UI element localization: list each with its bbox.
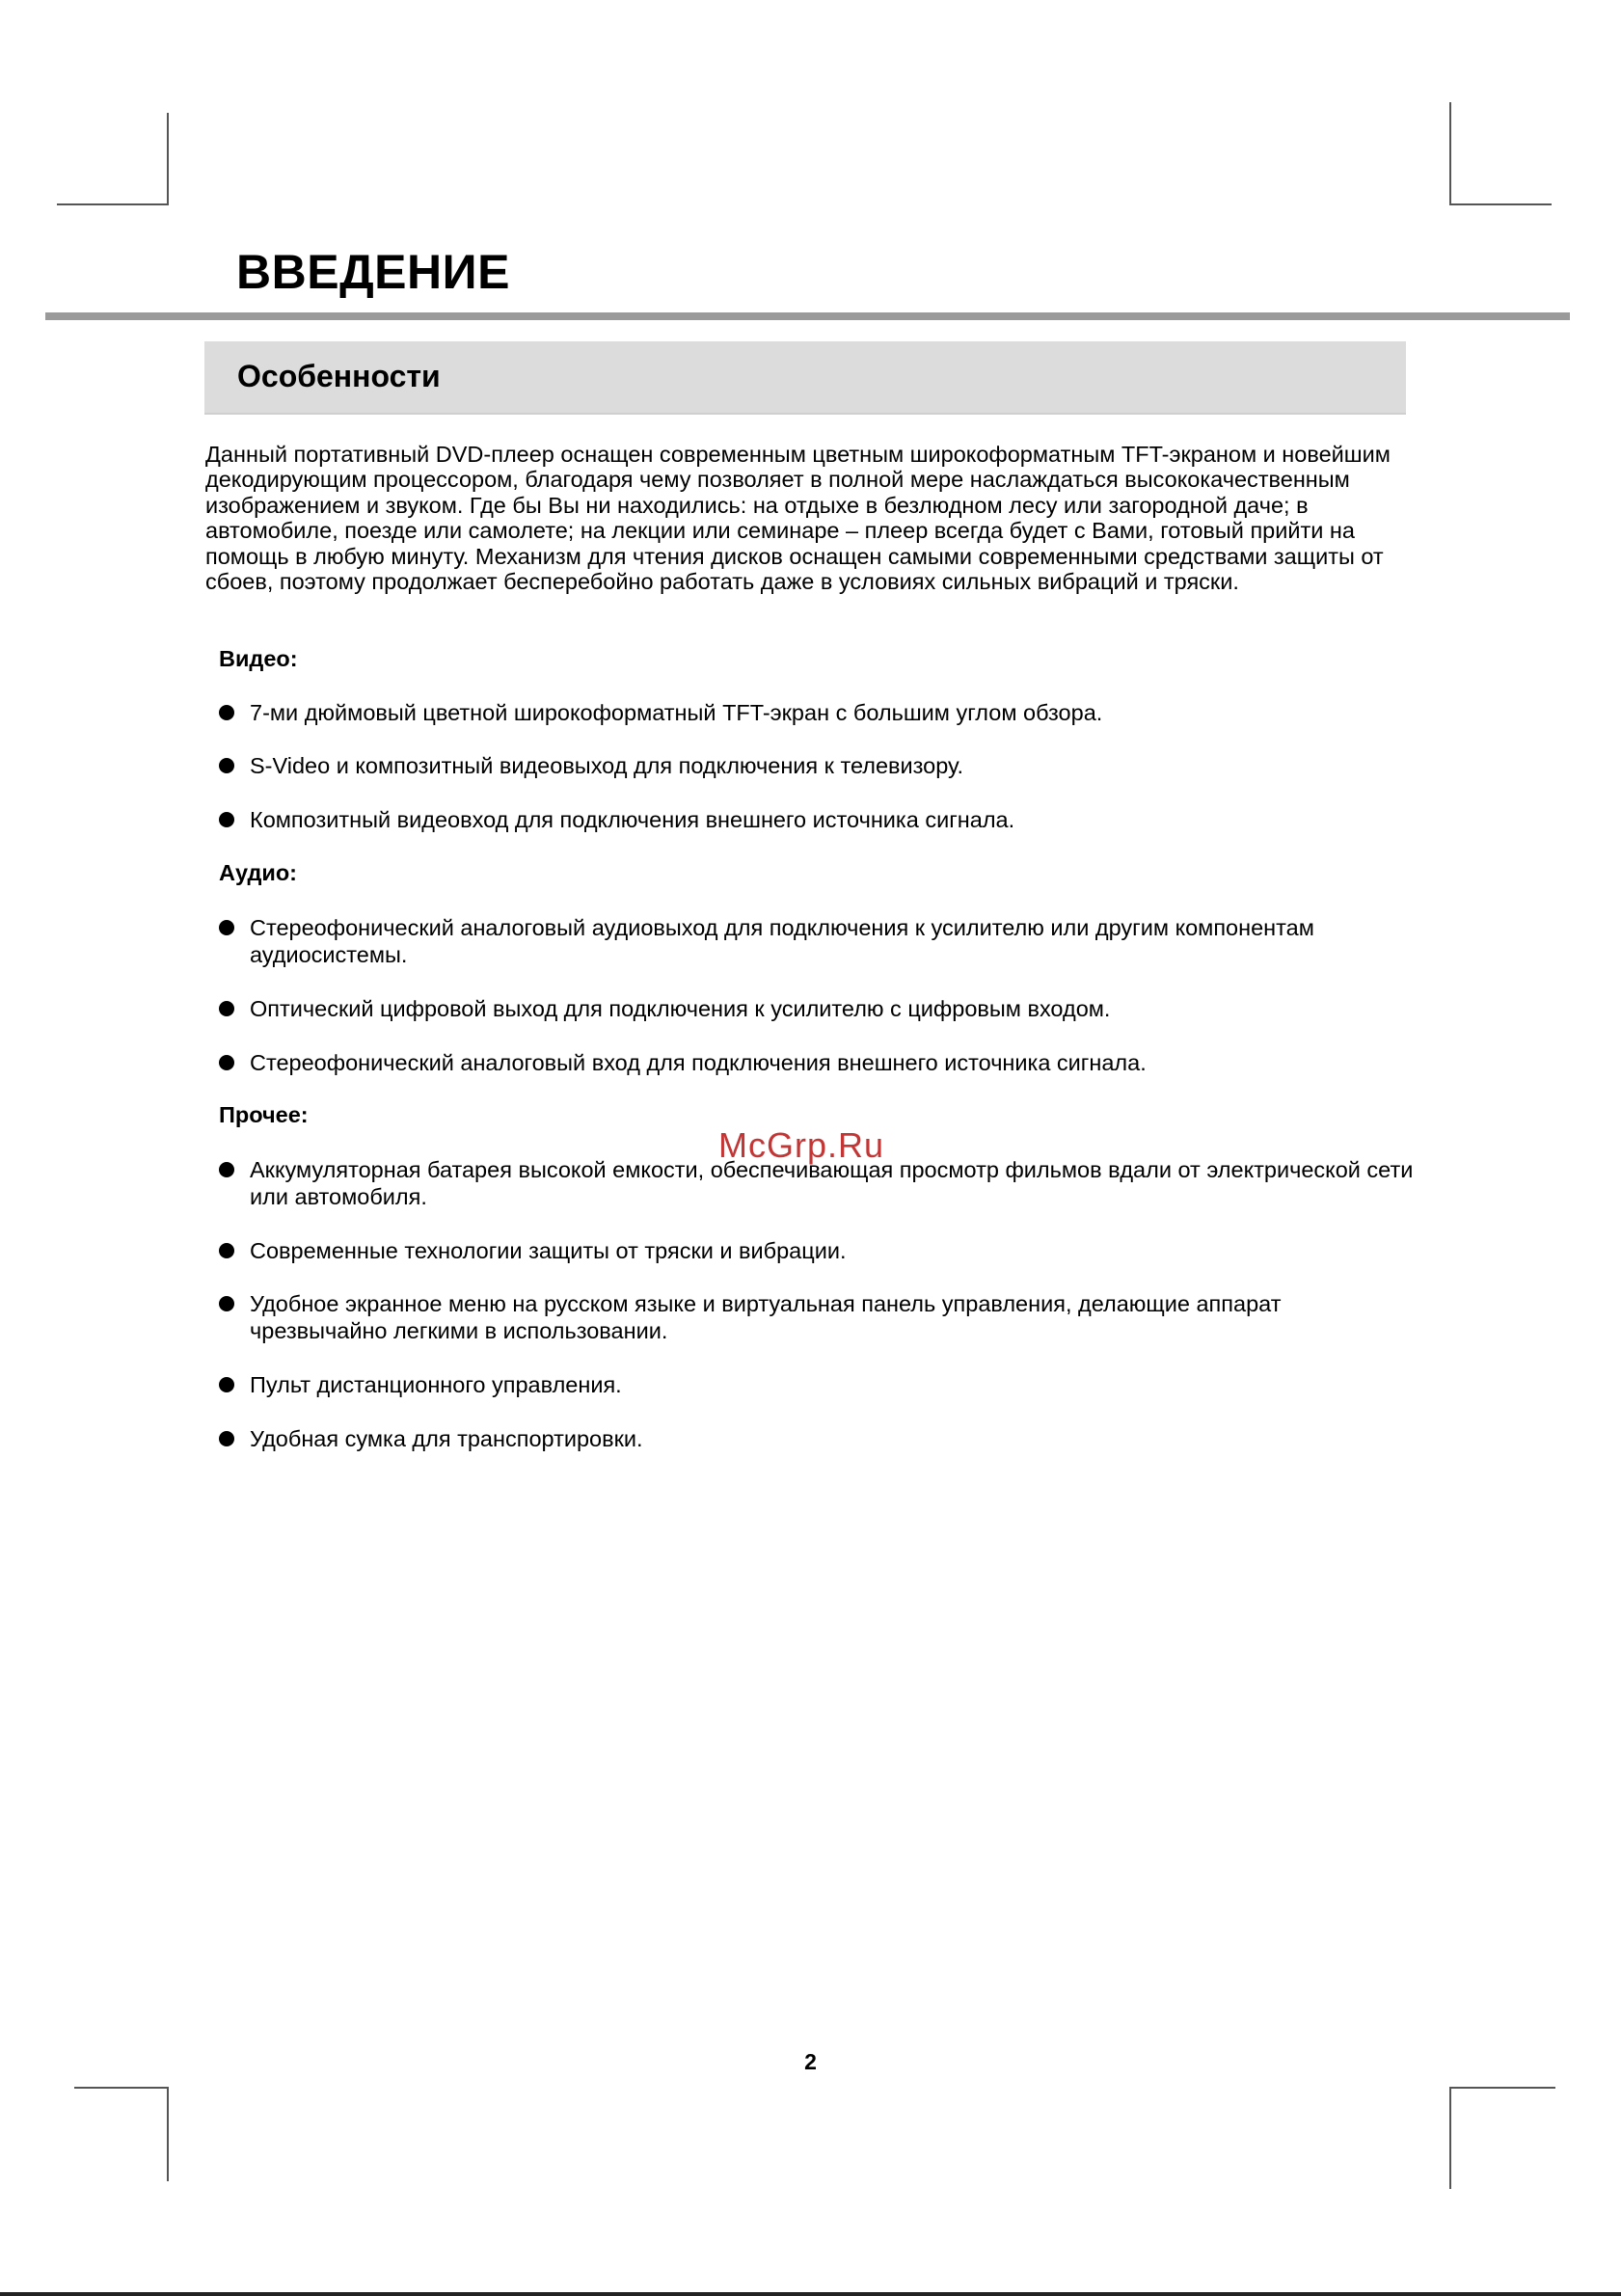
- list-item: [219, 1049, 1424, 1076]
- crop-mark-bottom-right-horizontal: [1449, 2087, 1555, 2089]
- bullet-dot-icon: [219, 1162, 234, 1177]
- list-item-text: Стереофонический аналоговый аудиовыход для подключения к усилителю или другим компонентам аудиосистемы.: [250, 915, 1314, 967]
- list-item: [219, 1290, 1424, 1344]
- bullet-dot-icon: [219, 705, 234, 720]
- crop-mark-bottom-left-vertical: [167, 2087, 169, 2181]
- section-header-band: [204, 341, 1406, 415]
- page-title: ВВЕДЕНИЕ: [236, 245, 510, 299]
- page-number: 2: [804, 2049, 817, 2074]
- list-item-text: Оптический цифровой выход для подключения к усилителю с цифровым входом.: [250, 996, 1111, 1021]
- bullet-dot-icon: [219, 1055, 234, 1070]
- group-heading-video: Видео:: [219, 646, 298, 671]
- group-heading-audio: Аудио:: [219, 860, 297, 885]
- bullet-dot-icon: [219, 1377, 234, 1392]
- list-item: [219, 752, 1424, 779]
- crop-mark-top-right-horizontal: [1449, 203, 1552, 205]
- list-item-text: Удобная сумка для транспортировки.: [250, 1426, 643, 1451]
- bullet-dot-icon: [219, 1001, 234, 1016]
- group-heading-other: Прочее:: [219, 1102, 309, 1127]
- crop-mark-top-left-vertical: [167, 113, 169, 204]
- list-item: [219, 806, 1424, 833]
- bullet-dot-icon: [219, 1431, 234, 1446]
- bullet-dot-icon: [219, 758, 234, 773]
- bullet-dot-icon: [219, 1243, 234, 1258]
- list-item-text: Пульт дистанционного управления.: [250, 1372, 622, 1397]
- watermark: McGrp.Ru: [718, 1125, 885, 1165]
- list-item: [219, 914, 1424, 968]
- bullet-dot-icon: [219, 812, 234, 827]
- intro-paragraph: Данный портативный DVD-плеер оснащен современным цветным широкоформатным TFT-экраном и новейшим декодирующим процессором, благодаря чему позволяет в полной мере наслаждаться высококачественным изображением и звуком. Где бы Вы ни находились: на отдыхе в безлюдном лесу или загородной даче; в автомобиле, поезде или самолете; на лекции или семинаре – плеер всегда будет с Вами, готовый прийти на помощь в любую минуту. Механизм для чтения дисков оснащен самыми современными средствами защиты от сбоев, поэтому продолжает бесперебойно работать даже в условиях сильных вибраций и тряски.: [205, 442, 1391, 595]
- bullet-dot-icon: [219, 920, 234, 935]
- list-item: [219, 699, 1424, 726]
- list-item: [219, 1237, 1424, 1264]
- bullet-dot-icon: [219, 1296, 234, 1311]
- crop-mark-top-right-vertical: [1449, 102, 1451, 204]
- list-item: [219, 995, 1424, 1022]
- list-item: [219, 1425, 1424, 1452]
- list-item: [219, 1371, 1424, 1398]
- crop-mark-top-left-horizontal: [57, 203, 169, 205]
- bottom-edge-line: [0, 2292, 1621, 2296]
- title-divider: [45, 312, 1570, 320]
- list-item-text: Композитный видеовход для подключения внешнего источника сигнала.: [250, 807, 1015, 832]
- list-item-text: Современные технологии защиты от тряски и вибрации.: [250, 1238, 847, 1263]
- list-item-text: S-Video и композитный видеовыход для подключения к телевизору.: [250, 753, 963, 778]
- list-item-text: Аккумуляторная батарея высокой емкости, обеспечивающая просмотр фильмов вдали от электрической сети или автомобиля.: [250, 1157, 1414, 1209]
- list-item-text: Стереофонический аналоговый вход для подключения внешнего источника сигнала.: [250, 1050, 1147, 1075]
- crop-mark-bottom-right-vertical: [1449, 2087, 1451, 2189]
- section-title: Особенности: [237, 359, 441, 393]
- crop-mark-bottom-left-horizontal: [74, 2087, 169, 2089]
- list-item-text: Удобное экранное меню на русском языке и виртуальная панель управления, делающие аппарат чрезвычайно легкими в использовании.: [250, 1291, 1282, 1343]
- list-item-text: 7-ми дюймовый цветной широкоформатный TFT-экран с большим углом обзора.: [250, 700, 1103, 725]
